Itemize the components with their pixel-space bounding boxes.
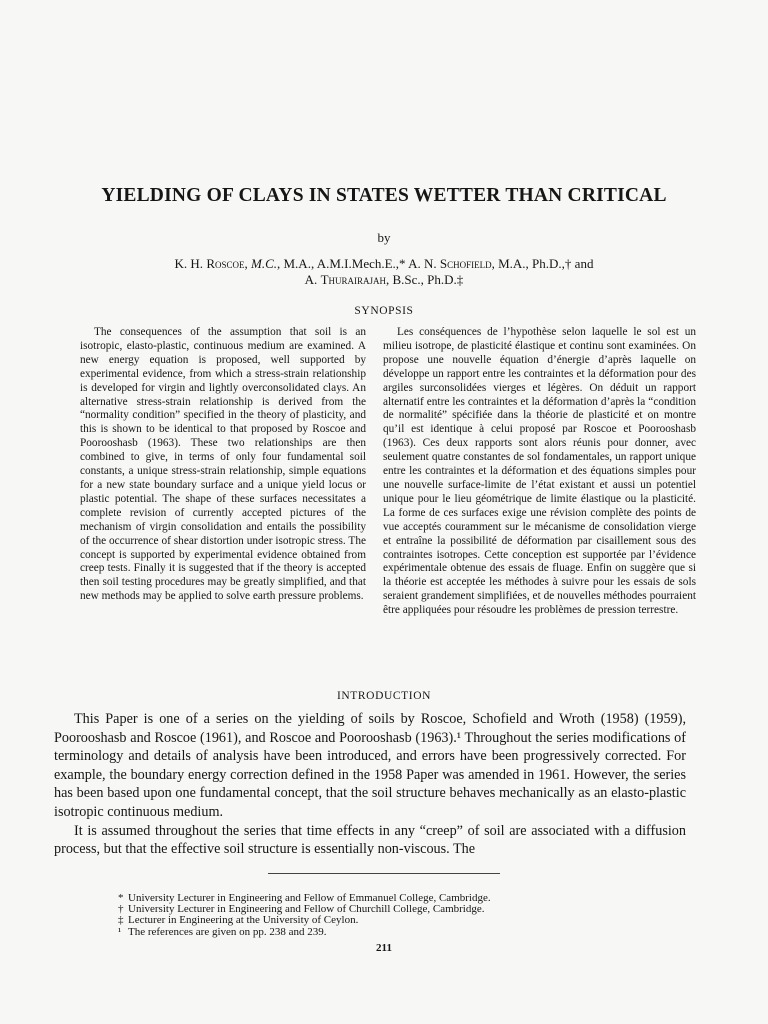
author-line-1 [60,256,708,272]
synopsis-english-text: The consequences of the assumption that soil is an isotropic, elasto-plastic, continuous medium are examined. A new energy equation is proposed, well supported by experimental evidence, from which a stress-strain relationship is developed for virgin and lightly overconsolidated clays. An alternative stress-strain relationship is derived from the “normality condition” specified in the theory of plasticity, and this is shown to be identical to that proposed by Roscoe and Poorooshasb (1963). These two relationships are then combined to give, in terms of only four fundamental soil constants, a unique stress-strain relationship, simple equations for a new state boundary surface and a unique yield locus or plastic potential. The shape of these surfaces necessitates a complete revision of currently accepted pictures of the mechanism of virgin consolidation and entails the possibility of the occurrence of shear distortion under isotropic stress. The concept is supported by experimental evidence obtained from creep tests. Finally it is suggested that if the theory is accepted then soil testing procedures may be greatly simplified, and that new methods may be applied to solve earth pressure problems. [80,326,366,603]
synopsis-english [80,326,366,604]
footnote-text: University Lecturer in Engineering and Fellow of Emmanuel College, Cambridge. [128,892,491,904]
author-2-surname: Schofield [439,256,492,271]
introduction-body [54,710,686,859]
footnote-text: University Lecturer in Engineering and Fellow of Churchill College, Cambridge. [128,903,485,916]
author-1-comma: , [244,256,248,271]
page-number: 211 [376,942,392,954]
author-line-2 [60,272,708,288]
author-2-initials: A. N. [408,256,437,271]
introduction-heading: INTRODUCTION [336,690,432,702]
author-1-mc: M.C. [251,256,277,271]
footnote-text: The references are given on pp. 238 and 239. [128,925,327,938]
author-1-credentials: , M.A., A.M.I.Mech.E.,* [277,256,409,271]
byline-by: by [377,230,391,245]
introduction-paragraph-1: This Paper is one of a series on the yielding of soils by Roscoe, Schofield and Wroth (1958) (1959), Poorooshasb and Roscoe (1961), and Roscoe and Poorooshasb (1963).¹ Throughout the series modifications of terminology and details of analysis have been introduced, and errors have been progressively corrected. For example, the boundary energy correction defined in the 1958 Paper was amended in 1961. However, the series has been based upon one fundamental concept, that the soil structure behaves mechanically as an elasto-plastic isotropic continuous medium. [54,711,686,820]
footnote-mark: † [118,903,124,916]
author-2-credentials: , M.A., Ph.D.,† and [491,256,594,271]
author-1-initials: K. H. [174,256,204,271]
synopsis-heading: SYNOPSIS [354,305,414,317]
author-list [60,256,708,288]
author-1-surname: Roscoe [206,256,245,271]
author-3-initials: A. [304,272,318,287]
footnote-mark: ‡ [118,914,124,927]
introduction-paragraph-2: It is assumed throughout the series that time effects in any “creep” of soil are associated with a diffusion process, but that the effective soil structure is essentially non-viscous. The [54,822,686,858]
paper-title: YIELDING OF CLAYS IN STATES WETTER THAN CRITICAL [101,185,667,206]
footnote-mark: * [118,892,124,904]
footnote [118,927,658,938]
footnote-mark: ¹ [118,925,122,938]
footnote-text: Lecturer in Engineering at the University of Ceylon. [128,914,359,927]
footnote-divider [268,873,500,874]
synopsis-french-text: Les conséquences de l’hypothèse selon laquelle le sol est un milieu isotrope, de plasticité élastique et continu sont examinées. On propose une nouvelle équation d’énergie d’après laquelle on développe un rapport entre les contraintes et la déformation pour des argiles surconsolidées vierges et légères. On déduit un rapport alternatif entre les contraintes et la déformation d’après la “condition de normalité” spécifiée dans la théorie de plasticité et on montre qu’il est identique à celui proposé par Roscoe et Poorooshasb (1963). Ces deux rapports sont alors réunis pour donner, avec seulement quatre constantes de sol fondamentales, un rapport unique entre les contraintes et la déformation et des équations simples pour une nouvelle surface-limite de l’état existant et aussi un potentiel unique pour le lieu géométrique de limite élastique ou la plasticité. La forme de ces surfaces exige une révision complète des points de vue acceptés couramment sur le mécanisme de consolidation vierge et entraîne la possibilité de déformation par cisaillement sous des contraintes isotropes. Cette conception est supportée par l’évidence expérimentale obtenue des essais de fluage. Enfin on suggère que si la théorie est acceptée les méthodes à suivre pour les essais de sols seraient grandement simplifiées, et de nouvelles méthodes pourraient être appliquées pour résoudre les problèmes de pression terrestre. [383,326,696,617]
author-3-surname: Thurairajah [320,272,387,287]
author-3-credentials: , B.Sc., Ph.D.‡ [386,272,464,287]
synopsis-french [383,326,696,618]
footnotes [118,893,658,938]
